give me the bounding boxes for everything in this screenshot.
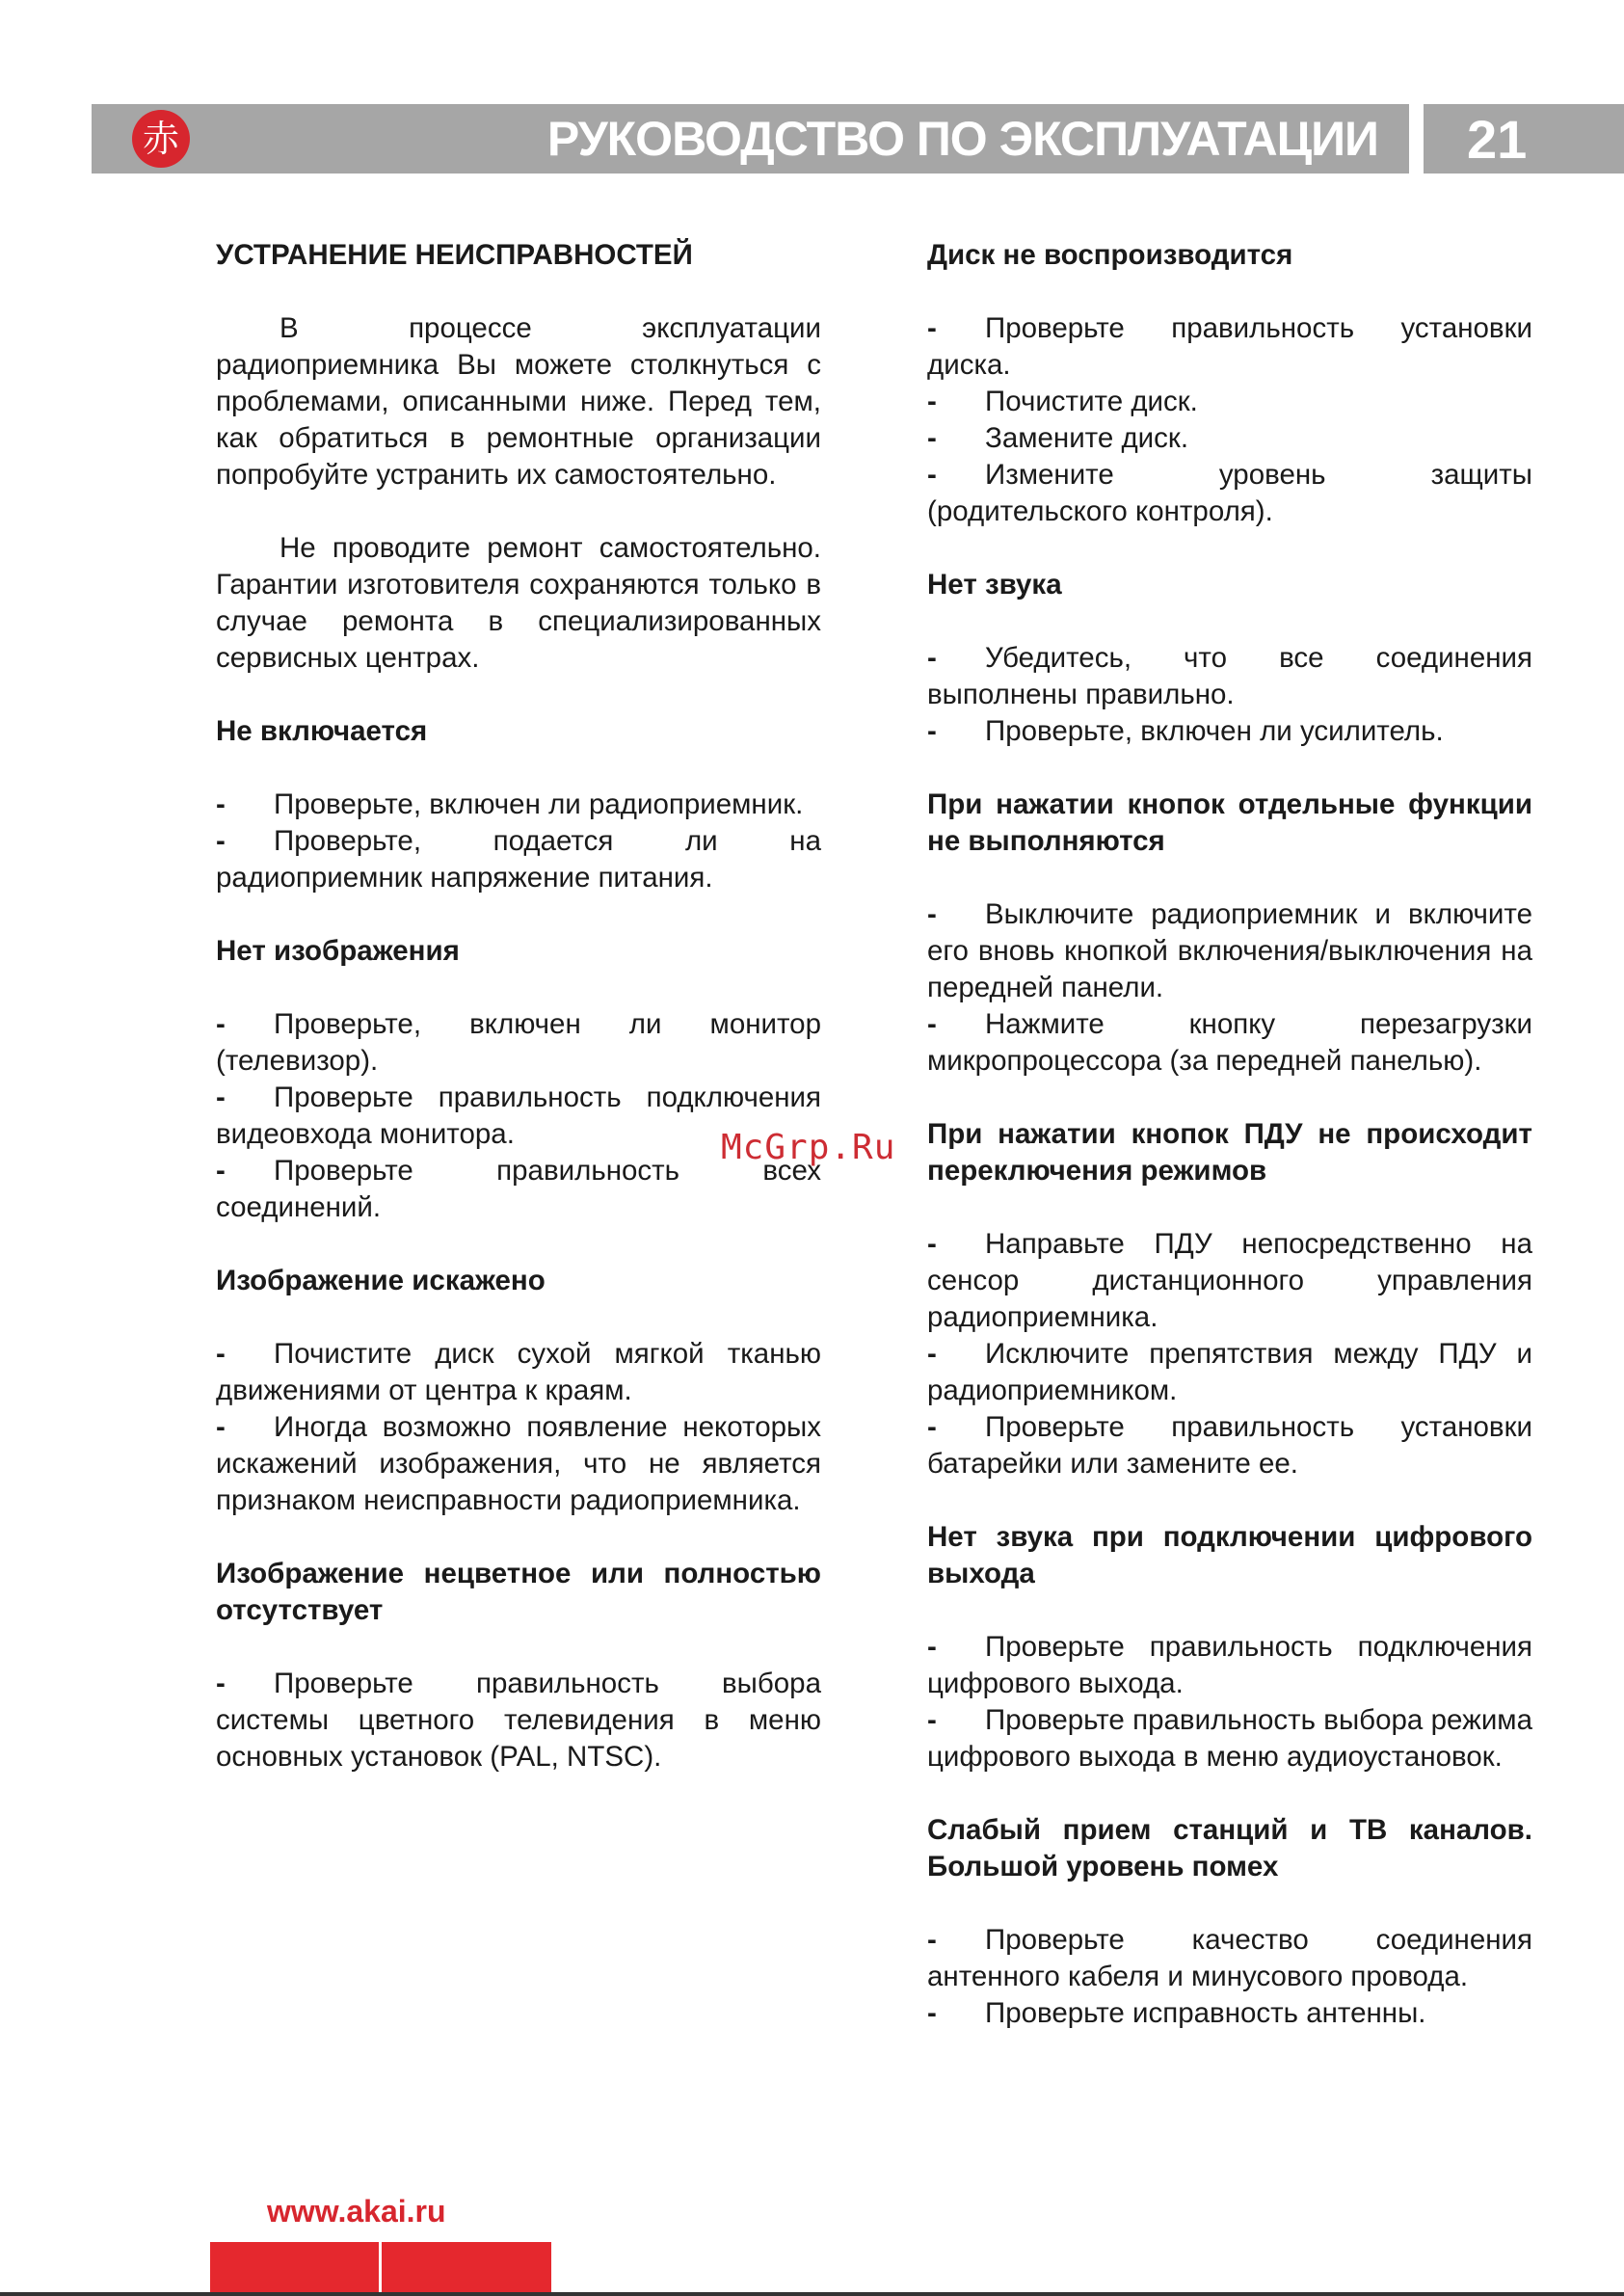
left-column (216, 237, 821, 1775)
list-item: - Проверьте правильность подключения видеовхода монитора. (216, 1081, 821, 1150)
list-item: - Исключите препятствия между ПДУ и радиоприемником. (927, 1338, 1532, 1406)
issue-heading: Не включается (216, 715, 428, 747)
footer-website-link[interactable]: www.akai.ru (267, 2194, 446, 2229)
list-item: - Почистите диск. (927, 386, 1198, 417)
issue-heading: Нет звука при подключении цифрового выхода (927, 1521, 1532, 1589)
issue-heading: Нет звука (927, 569, 1062, 601)
list-item: - Выключите радиоприемник и включите его вновь кнопкой включения/выключения на передней панели. (927, 898, 1532, 1003)
warning-paragraph: Не проводите ремонт самостоятельно. Гарантии изготовителя сохраняются только в случае ремонта в специализированных сервисных центрах. (216, 532, 821, 674)
footer-accent-block (210, 2242, 379, 2296)
list-item: - Проверьте, включен ли радиоприемник. (216, 788, 804, 820)
right-column (927, 237, 1532, 2032)
list-item: - Проверьте правильность всех соединений. (216, 1155, 821, 1223)
page-bottom-edge (0, 2292, 1624, 2296)
brand-logo-icon: 赤 (132, 110, 190, 168)
list-item: - Проверьте правильность установки батарейки или замените ее. (927, 1411, 1532, 1480)
list-item: - Проверьте правильность выбора режима цифрового выхода в меню аудиоустановок. (927, 1704, 1532, 1773)
list-item: - Проверьте, подается ли на радиоприемник напряжение питания. (216, 825, 821, 894)
list-item: - Направьте ПДУ непосредственно на сенсор дистанционного управления радиоприемника. (927, 1228, 1532, 1333)
footer-accent-block (382, 2242, 551, 2296)
list-item: - Проверьте правильность установки диска. (927, 312, 1532, 381)
issue-heading: При нажатии кнопок ПДУ не происходит переключения режимов (927, 1118, 1532, 1187)
list-item: - Проверьте, включен ли усилитель. (927, 715, 1444, 747)
header-title: РУКОВОДСТВО ПО ЭКСПЛУАТАЦИИ (546, 112, 1378, 166)
list-item: - Проверьте, включен ли монитор (телевизор). (216, 1008, 821, 1077)
list-item: - Проверьте правильность выбора системы цветного телевидения в меню основных установок (PAL, NTSC). (216, 1668, 821, 1773)
list-item: - Почистите диск сухой мягкой тканью движениями от центра к краям. (216, 1338, 821, 1406)
list-item: - Замените диск. (927, 422, 1189, 454)
list-item: - Измените уровень защиты (родительского контроля). (927, 459, 1532, 527)
list-item: - Проверьте качество соединения антенного кабеля и минусового провода. (927, 1924, 1532, 1992)
list-item: - Нажмите кнопку перезагрузки микропроцессора (за передней панелью). (927, 1008, 1532, 1077)
issue-heading: При нажатии кнопок отдельные функции не выполняются (927, 788, 1532, 857)
page-number: 21 (1424, 104, 1624, 174)
issue-heading: Диск не воспроизводится (927, 239, 1293, 271)
intro-paragraph: В процессе эксплуатации радиоприемника Вы можете столкнуться с проблемами, описанными ниже. Перед тем, как обратиться в ремонтные организации попробуйте устранить их самостоятельно. (216, 312, 821, 491)
list-item: - Иногда возможно появление некоторых искажений изображения, что не является признаком неисправности радиоприемника. (216, 1411, 821, 1516)
issue-heading: Нет изображения (216, 935, 460, 967)
list-item: - Проверьте исправность антенны. (927, 1997, 1426, 2029)
list-item: - Проверьте правильность подключения цифрового выхода. (927, 1631, 1532, 1699)
issue-heading: Изображение искажено (216, 1265, 546, 1296)
issue-heading: Слабый прием станций и ТВ каналов. Большой уровень помех (927, 1814, 1532, 1882)
issue-heading: Изображение нецветное или полностью отсутствует (216, 1558, 821, 1626)
watermark: McGrp.Ru (721, 1128, 896, 1167)
section-title: УСТРАНЕНИЕ НЕИСПРАВНОСТЕЙ (216, 239, 693, 271)
list-item: - Убедитесь, что все соединения выполнены правильно. (927, 642, 1532, 710)
